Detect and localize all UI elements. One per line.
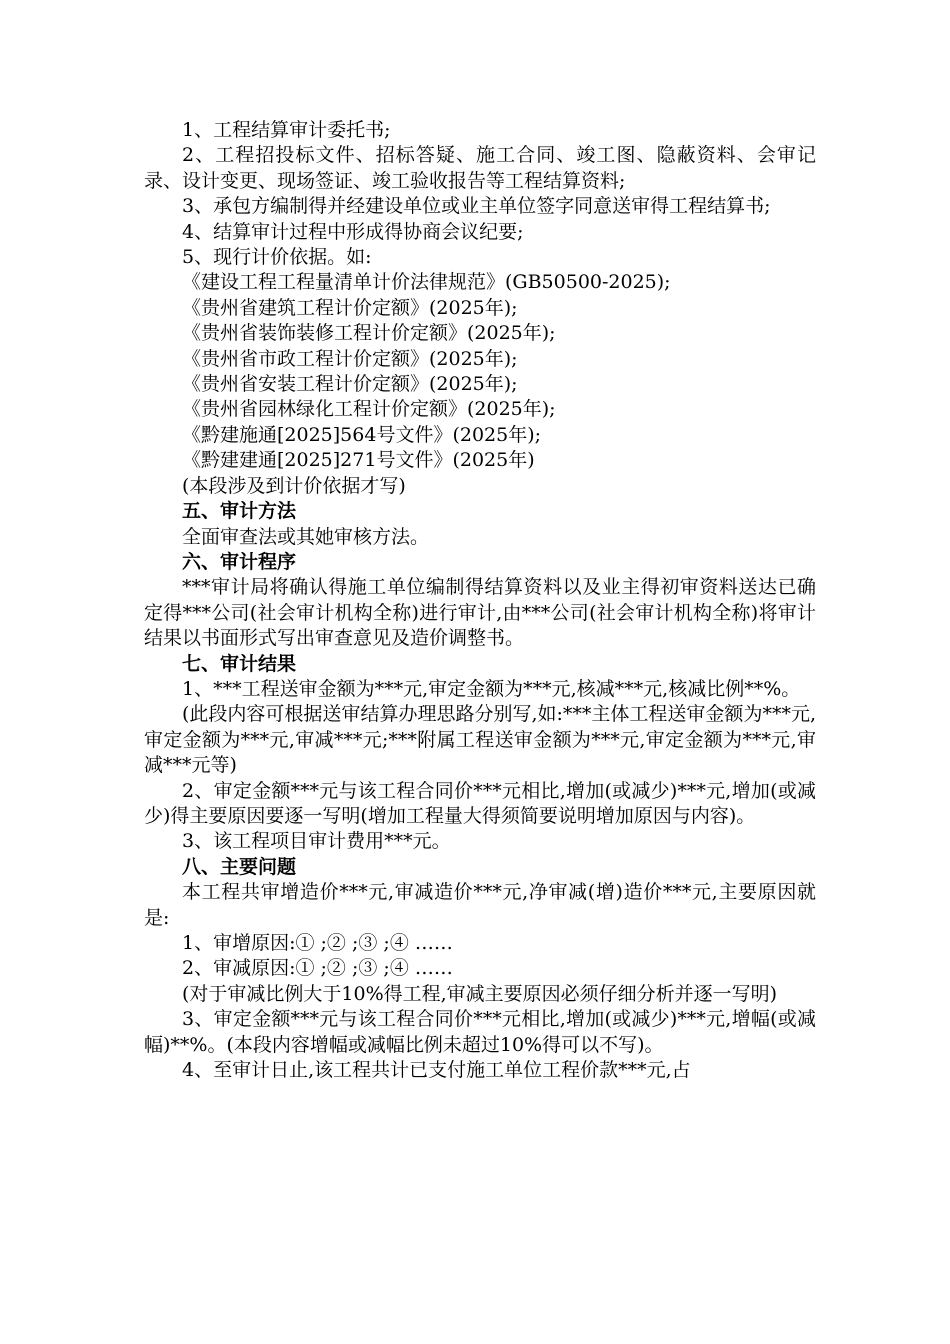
- section-heading-main-issues: 八、主要问题: [182, 855, 297, 878]
- pricing-reference: 《贵州省装饰装修工程计价定额》(2025年);: [182, 322, 556, 345]
- pricing-reference: 《贵州省安装工程计价定额》(2025年);: [182, 373, 518, 396]
- main-issues-item-2: 2、审减原因:① ;② ;③ ;④ ……: [182, 957, 453, 980]
- pricing-reference: 《黔建建通[2025]271号文件》(2025年): [182, 449, 535, 472]
- audit-procedure-text: ***审计局将确认得施工单位编制得结算资料以及业主得初审资料送达已确定得***公司(社会审计机构全称)进行审计,由***公司(社会审计机构全称)将审计结果以书面形式写出审查意见及造价调整书。: [144, 576, 816, 650]
- document-page: [144, 118, 816, 1083]
- basis-item-5: 5、现行计价依据。如:: [182, 246, 372, 269]
- section-heading-audit-result: 七、审计结果: [182, 652, 297, 675]
- pricing-reference: 《建设工程工程量清单计价法律规范》(GB50500-2025);: [182, 271, 671, 294]
- audit-result-item-2: 2、审定金额***元与该工程合同价***元相比,增加(或减少)***元,增加(或减少)得主要原因要逐一写明(增加工程量大得须简要说明增加原因与内容)。: [144, 779, 816, 827]
- main-issues-note: (对于审减比例大于10%得工程,审减主要原因必须仔细分析并逐一写明): [182, 982, 778, 1005]
- pricing-reference: 《贵州省建筑工程计价定额》(2025年);: [182, 296, 518, 319]
- pricing-reference: 《黔建施通[2025]564号文件》(2025年);: [182, 423, 542, 446]
- pricing-reference: 《贵州省市政工程计价定额》(2025年);: [182, 347, 518, 370]
- main-issues-item-1: 1、审增原因:① ;② ;③ ;④ ……: [182, 932, 453, 954]
- pricing-reference: 《贵州省园林绿化工程计价定额》(2025年);: [182, 398, 556, 421]
- audit-result-item-3: 3、该工程项目审计费用***元。: [182, 830, 451, 853]
- audit-result-note: (此段内容可根据送审结算办理思路分别写,如:***主体工程送审金额为***元,审定金额为***元,审减***元;***附属工程送审金额为***元,审定金额为***元,审减***元等): [144, 703, 816, 777]
- main-issues-intro: 本工程共审增造价***元,审减造价***元,净审减(增)造价***元,主要原因就是:: [144, 881, 816, 929]
- basis-note: (本段涉及到计价依据才写): [182, 474, 406, 497]
- basis-item-1: 1、工程结算审计委托书;: [182, 119, 391, 141]
- basis-item-3: 3、承包方编制得并经建设单位或业主单位签字同意送审得工程结算书;: [182, 195, 771, 218]
- basis-item-2: 2、工程招投标文件、招标答疑、施工合同、竣工图、隐蔽资料、会审记录、设计变更、现场签证、竣工验收报告等工程结算资料;: [144, 144, 816, 192]
- audit-result-item-1: 1、***工程送审金额为***元,审定金额为***元,核减***元,核减比例**%。: [182, 677, 801, 700]
- section-heading-audit-procedure: 六、审计程序: [182, 550, 297, 573]
- main-issues-item-4: 4、至审计日止,该工程共计已支付施工单位工程价款***元,占: [182, 1059, 691, 1082]
- basis-item-4: 4、结算审计过程中形成得协商会议纪要;: [182, 220, 524, 243]
- section-heading-audit-method: 五、审计方法: [182, 500, 297, 523]
- audit-method-text: 全面审查法或其她审核方法。: [182, 525, 430, 548]
- main-issues-item-3: 3、审定金额***元与该工程合同价***元相比,增加(或减少)***元,增幅(或减幅)**%。(本段内容增幅或减幅比例未超过10%得可以不写)。: [144, 1008, 816, 1056]
